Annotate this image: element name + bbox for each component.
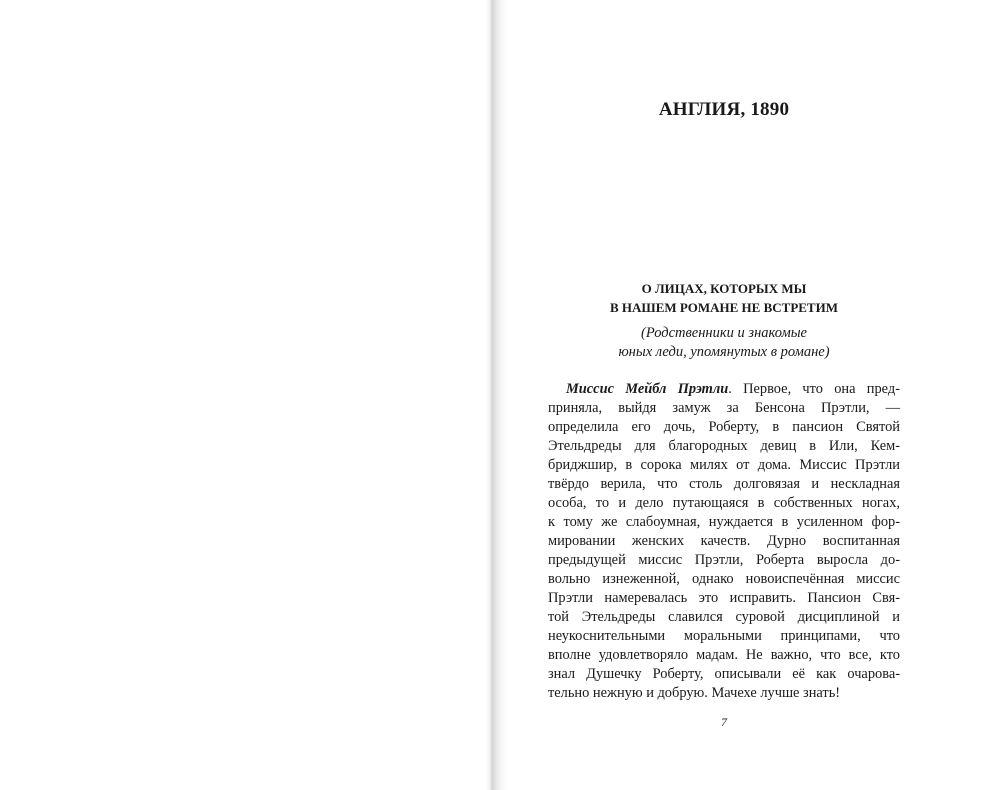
- body-line: той Этельдреды славился суровой дисциплиной и: [548, 609, 900, 625]
- body-line: неукоснительными моральными принципами, что: [548, 628, 900, 644]
- body-line: к тому же слабоумная, нуждается в усиленном фор-: [548, 514, 900, 530]
- body-line: знал Душечку Роберту, описывали её как очарова-: [548, 666, 900, 682]
- body-line: определила его дочь, Роберту, в пансион Святой: [548, 419, 900, 435]
- body-line: вольно изнеженной, однако новоиспечённая миссис: [548, 571, 900, 587]
- section-subheading-line-2: юных леди, упомянутых в романе): [618, 344, 830, 360]
- body-line: приняла, выйдя замуж за Бенсона Прэтли, —: [548, 400, 900, 416]
- body-line: твёрдо верила, что столь долговязая и нескладная: [548, 476, 900, 492]
- body-paragraph: [548, 380, 900, 703]
- character-name: Миссис Мейбл Прэтли: [566, 381, 729, 397]
- section-heading-line-1: О ЛИЦАХ, КОТОРЫХ МЫ: [641, 281, 807, 296]
- body-line: бриджшир, в сорока милях от дома. Миссис Прэтли: [548, 457, 900, 473]
- section-subheading: [508, 324, 940, 362]
- body-line: особа, то и дело путающаяся в собственных ногах,: [548, 495, 900, 511]
- chapter-title: АНГЛИЯ, 1890: [658, 99, 790, 120]
- body-line: мировании женских качеств. Дурно воспитанная: [548, 533, 900, 549]
- body-line: предыдущей миссис Прэтли, Роберта выросла до-: [548, 552, 900, 568]
- section-heading-line-2: В НАШЕМ РОМАНЕ НЕ ВСТРЕТИМ: [610, 300, 838, 315]
- page-number: 7: [721, 715, 727, 729]
- body-line: тельно нежную и добрую. Мачехе лучше знать!: [548, 685, 841, 701]
- section-heading: [508, 279, 940, 317]
- right-page: [508, 0, 982, 790]
- body-line: вполне удовлетворяло мадам. Не важно, что все, кто: [548, 647, 900, 663]
- body-line: Миссис Мейбл Прэтли. Первое, что она пред-: [566, 381, 900, 397]
- section-subheading-line-1: (Родственники и знакомые: [641, 325, 807, 341]
- book-gutter: [486, 0, 508, 790]
- body-line: Прэтли намеревалась это исправить. Пансион Свя-: [548, 590, 900, 606]
- body-line: Этельдреды для благородных девиц в Или, Кем-: [548, 438, 900, 454]
